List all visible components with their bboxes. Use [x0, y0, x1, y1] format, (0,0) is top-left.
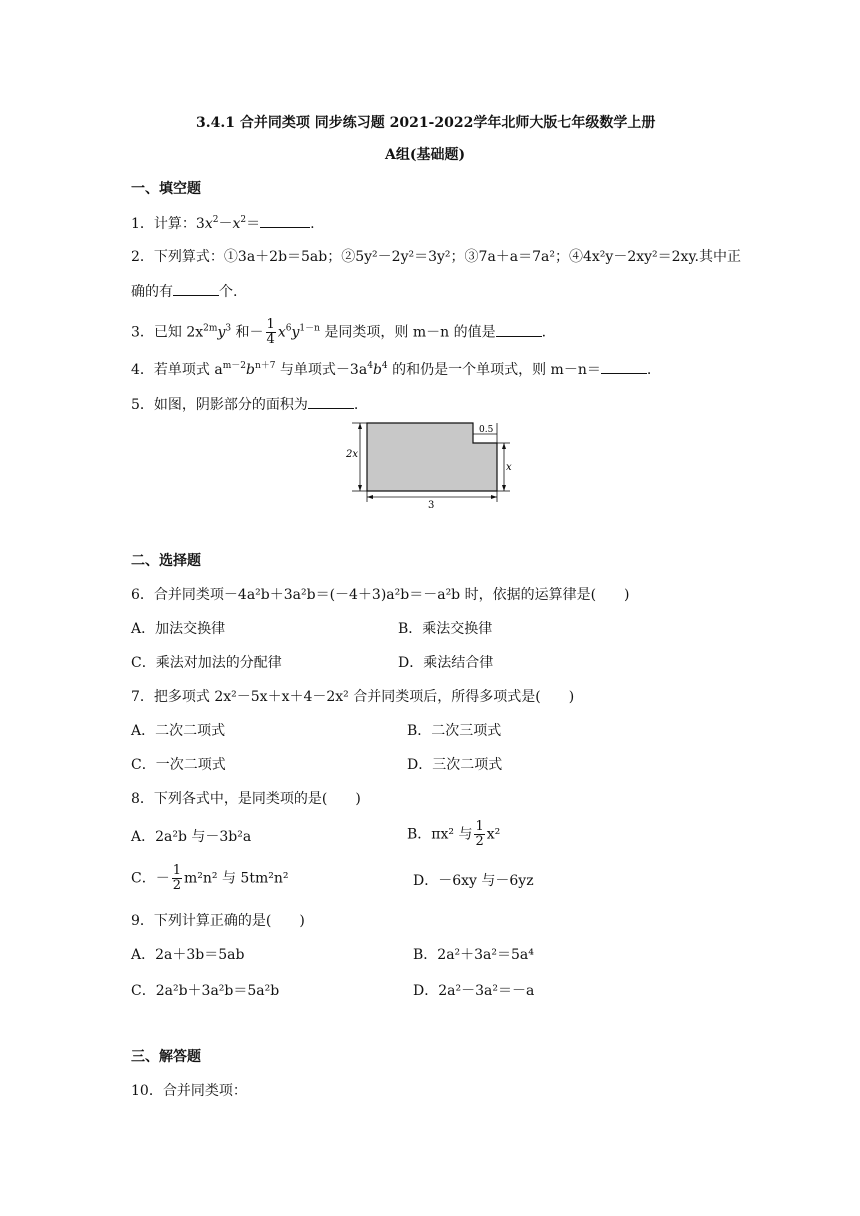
shaded-region: [367, 423, 497, 491]
answer-blank: [601, 360, 647, 374]
q8-option-a: A．2a²b 与－3b²a: [131, 829, 252, 845]
page-title: 3.4.1 合并同类项 同步练习题 2021-2022学年北师大版七年级数学上册: [196, 115, 656, 131]
answer-blank: [173, 282, 219, 296]
label-left: 2x: [346, 449, 359, 460]
answer-blank: [260, 214, 310, 228]
q6-option-d: D．乘法结合律: [398, 655, 494, 671]
q7-option-b: B．二次三项式: [407, 723, 502, 739]
q7-option-c: C．一次二项式: [131, 757, 226, 773]
answer-blank: [308, 395, 354, 409]
label-bottom: 3: [428, 500, 435, 510]
label-top: 0.5: [479, 425, 494, 435]
question-5: 5．如图，阴影部分的面积为 .: [131, 397, 359, 413]
fraction-one-half: $\frac{1}{2}$: [475, 819, 484, 849]
q9-option-b: B．2a²＋3a²＝5a⁴: [413, 947, 534, 963]
question-2-line-2: 确的有 个.: [131, 284, 238, 300]
question-6: 6．合并同类项－4a²b＋3a²b＝(－4＋3)a²b＝－a²b 时，依据的运算律是( ): [131, 587, 630, 603]
q9-option-d: D．2a²－3a²＝－a: [413, 983, 535, 999]
question-9: 9．下列计算正确的是( ): [131, 913, 305, 929]
section-fill-heading: 一、填空题: [131, 181, 201, 197]
q7-option-d: D．三次二项式: [407, 757, 503, 773]
q9-option-c: C．2a²b＋3a²b＝5a²b: [131, 983, 280, 999]
question-2-line-1: 2．下列算式：①3a＋2b＝5ab；②5y²－2y²＝3y²；③7a＋a＝7a²；④4x²y－2xy²＝2xy.其中正: [131, 249, 741, 265]
question-8: 8．下列各式中，是同类项的是( ): [131, 791, 361, 807]
shaded-area-figure: [340, 418, 520, 510]
group-heading: A组(基础题): [385, 147, 466, 163]
fraction-one-quarter: $\frac{1}{4}$: [266, 317, 275, 347]
section-choice-heading: 二、选择题: [131, 553, 201, 569]
q7-option-a: A．二次二项式: [131, 723, 226, 739]
label-right: x: [506, 462, 512, 473]
question-10: 10．合并同类项：: [131, 1083, 247, 1099]
question-3: 3．已知 $2x^{2m}y^3$ 和－ $\frac{1}{4}$ $x^6y^{1-n}$ 是同类项，则 m－n 的值是 .: [131, 317, 547, 347]
q6-option-c: C．乘法对加法的分配律: [131, 655, 282, 671]
question-4: 4．若单项式 $a^{m-2}b^{n+7}$ 与单项式$-3a^4b^4$ 的和仍是一个单项式，则 m－n＝ .: [131, 361, 652, 378]
q9-option-a: A．2a＋3b＝5ab: [131, 947, 245, 963]
q8-option-b: B．πx² 与 $\frac{1}{2}$ x²: [407, 819, 501, 849]
q8-option-d: D．－6xy 与－6yz: [413, 873, 534, 889]
answer-blank: [496, 323, 542, 337]
q6-option-b: B．乘法交换律: [398, 621, 493, 637]
question-1: 1．计算：$3x^2-x^2=$ .: [131, 215, 315, 232]
section-answer-heading: 三、解答题: [131, 1049, 201, 1065]
q6-option-a: A．加法交换律: [131, 621, 226, 637]
question-7: 7．把多项式 2x²－5x＋x＋4－2x² 合并同类项后，所得多项式是( ): [131, 689, 575, 705]
q8-option-c: C．－ $\frac{1}{2}$ m²n² 与 5tm²n²: [131, 863, 289, 893]
fraction-one-half: $\frac{1}{2}$: [172, 863, 181, 893]
